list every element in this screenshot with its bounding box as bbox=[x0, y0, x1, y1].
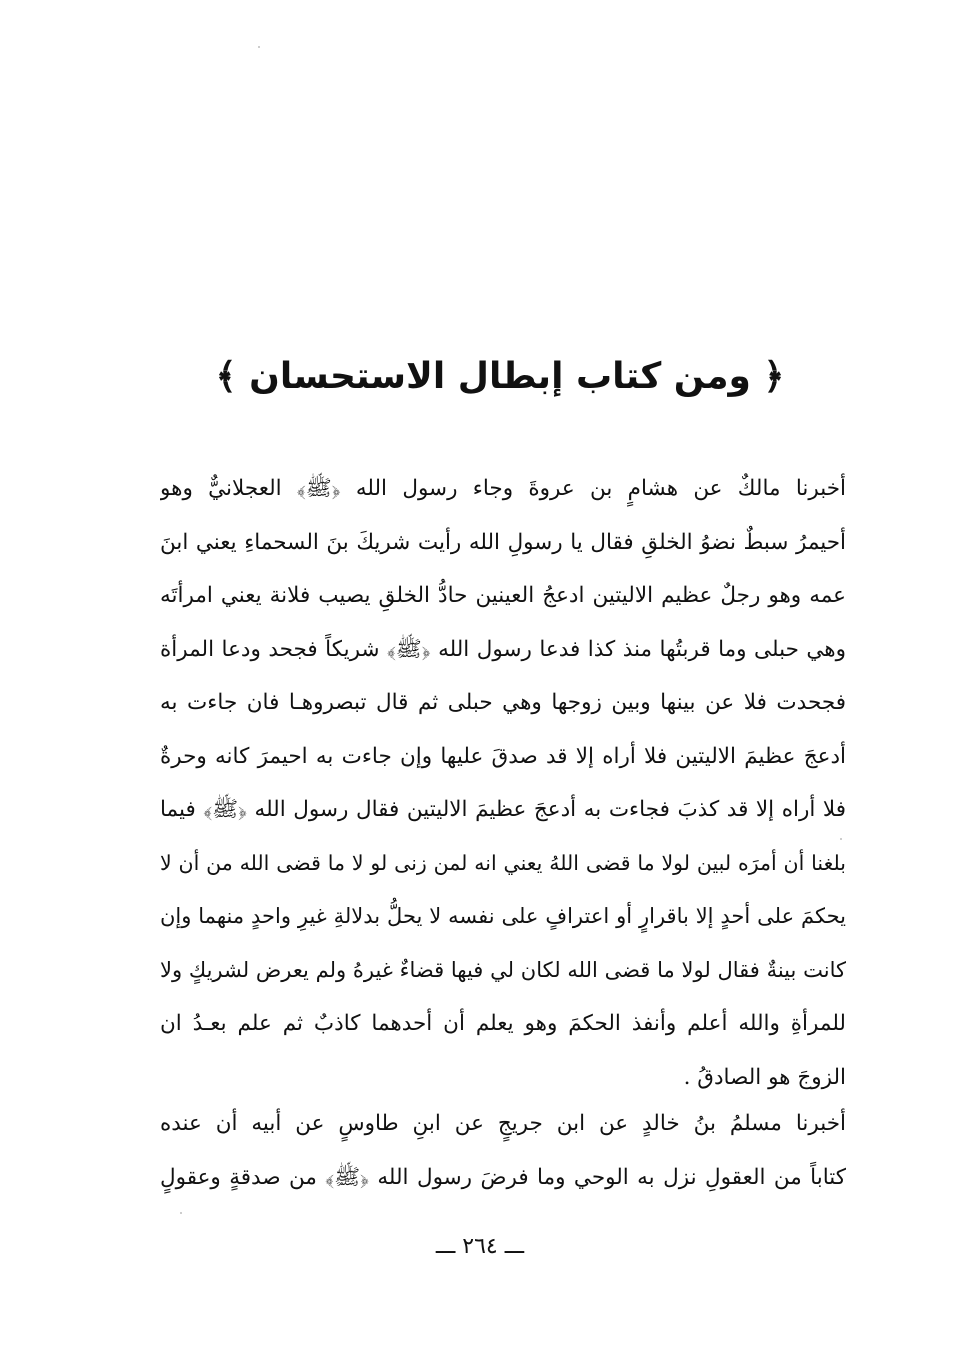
section-title: ﴿ ومن كتاب إبطال الاستحسان ﴾ bbox=[215, 356, 785, 397]
page-number: ـــ ٢٦٤ ـــ bbox=[435, 1234, 525, 1259]
text-line: فلا أراه إلا قد كذبَ فجاءت به أدعجَ عظيمَ الاليتين فقال رسول الله ﴿ﷺ﴾ فيما bbox=[160, 797, 846, 822]
paper-speck bbox=[258, 46, 260, 48]
text-line: الزوجَ هو الصادقُ . bbox=[683, 1064, 846, 1090]
paragraph-2 bbox=[160, 1097, 846, 1204]
text-line: أدعجَ عظيمَ الاليتين فلا أراه إلا قد صدقَ عليها وإن جاءت به احيمرَ كانه وحرةٌ bbox=[160, 743, 846, 769]
paragraph-1 bbox=[160, 462, 846, 1104]
text-line: أخبرنا مسلمُ بنُ خالدٍ عن ابن جريجٍ عن ابنِ طاوسٍ عن أبيه أن عنده bbox=[160, 1111, 846, 1136]
text-line: وهي حبلى وما قربتُها منذ كذا فدعا رسول الله ﴿ﷺ﴾ شريكاً فجحد ودعا المرأة bbox=[160, 636, 846, 662]
text-line: كتاباً من العقولِ نزل به الوحي وما فرضَ رسول الله ﴿ﷺ﴾ من صدقةٍ وعقولٍ bbox=[160, 1164, 846, 1190]
text-line: أخبرنا مالكٌ عن هشامٍ بن عروةَ وجاء رسول الله ﴿ﷺ﴾ العجلانيٌّ وهو bbox=[160, 476, 846, 501]
text-line: للمرأةِ والله أعلم وأنفذ الحكمَ وهو يعلم أن أحدهما كاذبٌ ثم علم بعـدُ ان bbox=[160, 1011, 846, 1036]
text-line: كانت بينةٌ فقال لولا ما قضى الله لكان لي فيها قضاءٌ غيرهُ ولم يعرض لشريكٍ ولا bbox=[160, 957, 846, 982]
text-line: يحكمَ على أحدٍ إلا باقرارٍ أو اعترافٍ على نفسه لا يحلُّ بدلالةِ غيرِ واحدٍ منهما وإن bbox=[160, 904, 846, 928]
paper-speck bbox=[180, 1212, 182, 1214]
text-line: أحيمرُ سبطٌ نضوُ الخلقِ فقال يا رسولِ الله رأيت شريكَ بنَ السحماءِ يعني ابنَ bbox=[160, 529, 846, 555]
text-line: فجحدت فلا عن بينها وبين زوجها وهي حبلى ثم قال تبصروهـا فان جاءت به bbox=[160, 690, 846, 715]
text-line: بلغنا أن أمرَه لبين لولا ما قضى اللهُ يعني انه لمن زنى لو لا ما قضى الله من أن لا bbox=[160, 850, 846, 875]
paper-speck bbox=[840, 838, 842, 840]
text-line: عمه وهو رجلٌ عظيم الاليتين ادعجُ العينين حادُّ الخلقِ يصيب فلانة يعني امرأتَه bbox=[160, 583, 846, 608]
